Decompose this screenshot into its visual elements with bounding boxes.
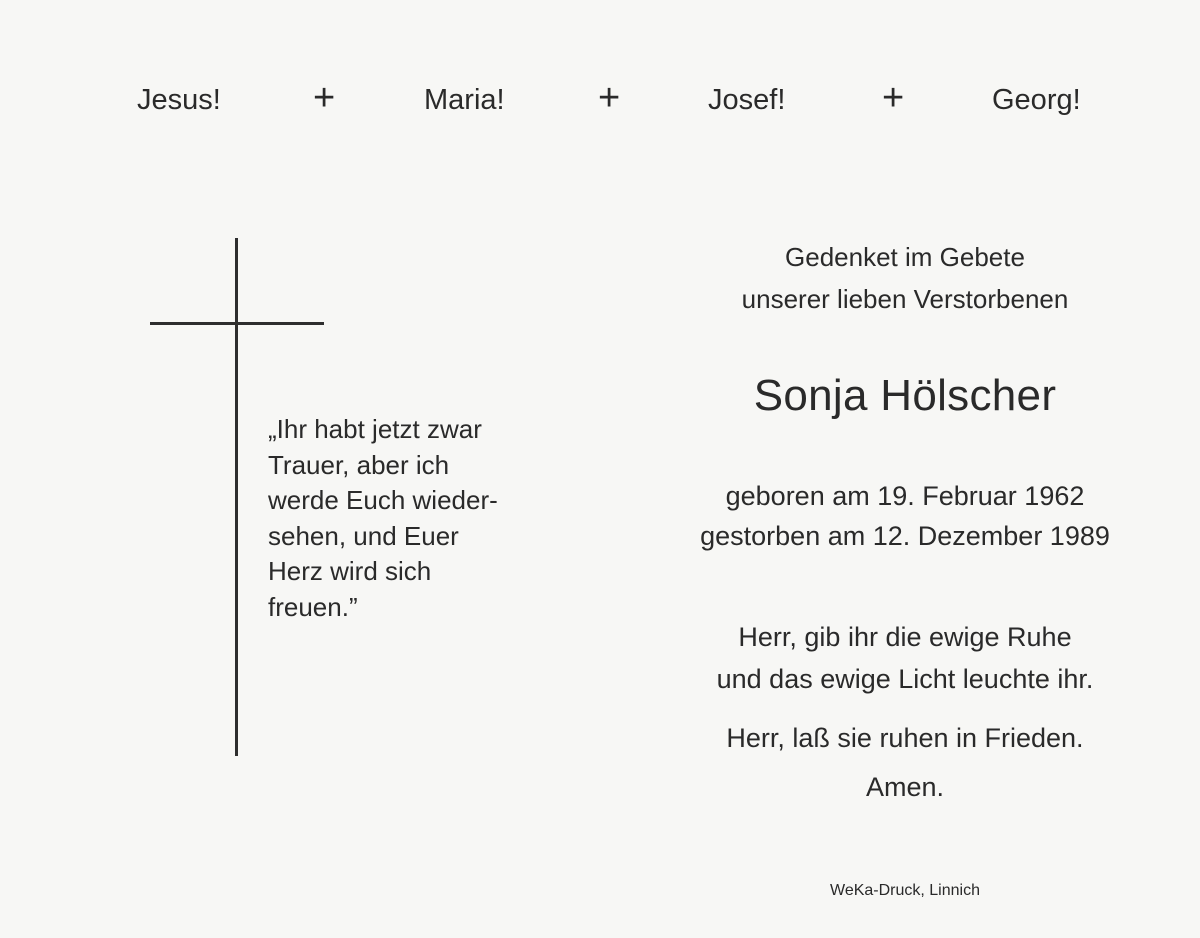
header-separator-plus: + — [598, 77, 621, 119]
header-name-jesus: Jesus! — [137, 84, 221, 116]
header-name-georg: Georg! — [992, 84, 1081, 116]
header-name-josef: Josef! — [708, 84, 786, 116]
header-name-maria: Maria! — [424, 84, 505, 116]
header-separator-plus: + — [313, 77, 336, 119]
cross-vertical-bar — [235, 238, 238, 756]
memorial-heading — [620, 236, 1190, 320]
quote-line: Trauer, aber ich — [268, 449, 450, 480]
printer-imprint: WeKa-Druck, Linnich — [830, 882, 980, 899]
deceased-name: Sonja Hölscher — [753, 371, 1057, 420]
prayer-line-1: Herr, gib ihr die ewige Ruhe — [738, 622, 1072, 652]
quote-line: freuen.” — [268, 591, 358, 622]
birth-date: geboren am 19. Februar 1962 — [725, 481, 1085, 511]
bible-quote — [268, 412, 568, 625]
quote-line: sehen, und Euer — [268, 520, 459, 551]
quote-line: Herz wird sich — [268, 556, 432, 586]
header-separator-plus: + — [882, 77, 905, 119]
memorial-line-2: unserer lieben Verstorbenen — [741, 284, 1069, 314]
prayer-line-2: und das ewige Licht leuchte ihr. — [716, 664, 1094, 694]
prayer-verse — [620, 616, 1190, 700]
death-date: gestorben am 12. Dezember 1989 — [700, 521, 1110, 551]
quote-line: „Ihr habt jetzt zwar — [268, 414, 482, 444]
memorial-line-1: Gedenket im Gebete — [785, 242, 1025, 272]
life-dates — [620, 476, 1190, 556]
cross-horizontal-bar — [150, 322, 324, 325]
quote-line: werde Euch wieder- — [268, 485, 498, 515]
prayer-amen: Amen. — [865, 772, 945, 802]
prayer-line-3: Herr, laß sie ruhen in Frieden. — [726, 723, 1084, 753]
